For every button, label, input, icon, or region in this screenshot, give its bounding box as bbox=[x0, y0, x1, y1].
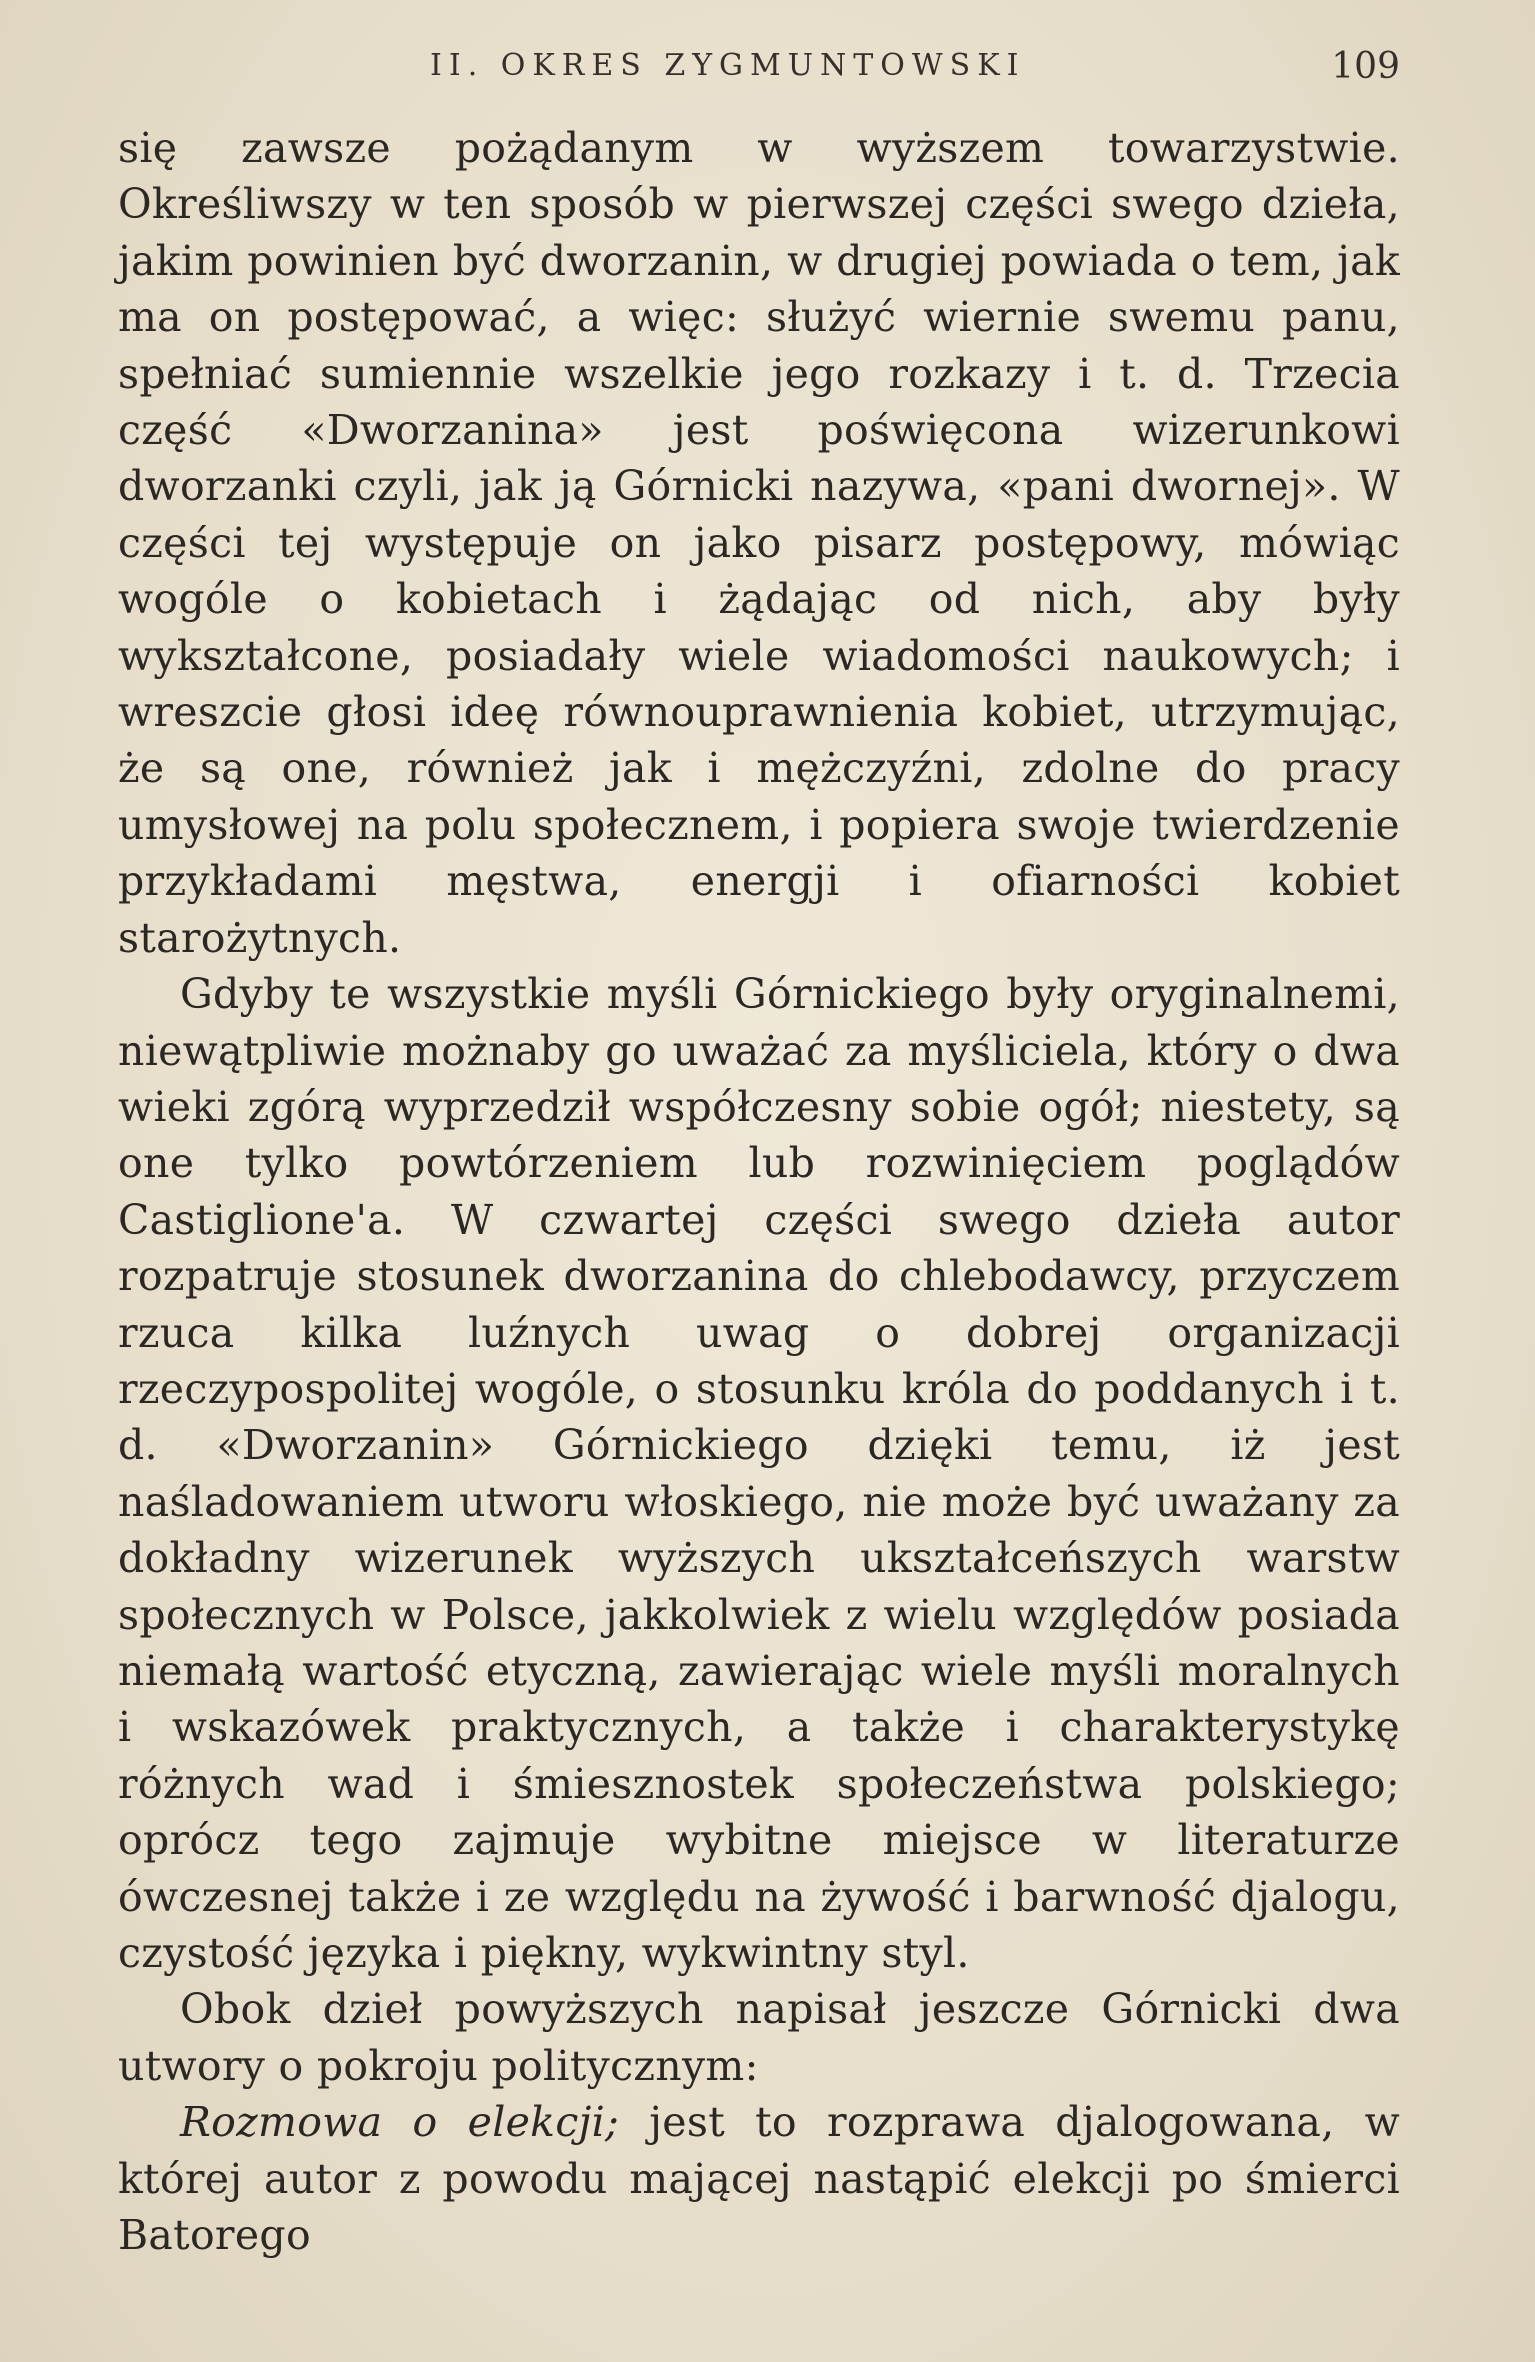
paragraph-gdyby: Gdyby te wszystkie myśli Górnickiego były oryginalnemi, niewątpliwie możnaby go uważać za myśliciela, który o dwa wieki zgórą wyprzedził współczesny sobie ogół; niestety, są one tylko powtórzeniem lub rozwinięciem poglądów Castiglione'a. W czwartej części swego dzieła autor rozpatruje stosunek dworzanina do chlebodawcy, przyczem rzuca kilka luźnych uwag o dobrej organizacji rzeczypospolitej wogóle, o stosunku króla do poddanych i t. d. «Dworzanin» Górnickiego dzięki temu, iż jest naśladowaniem utworu włoskiego, nie może być uważany za dokładny wizerunek wyższych ukształceńszych warstw społecznych w Polsce, jakkolwiek z wielu względów posiada niemałą wartość etyczną, zawierając wiele myśli moralnych i wskazówek praktycznych, a także i charakterystykę różnych wad i śmiesznostek społeczeństwa polskiego; oprócz tego zajmuje wybitne miejsce w literaturze ówczesnej także i ze względu na żywość i barwność djalogu, czystość języka i piękny, wykwintny styl. bbox=[118, 970, 1400, 1977]
running-head: II. OKRES ZYGMUNTOWSKI bbox=[430, 48, 1026, 83]
page-number: 109 bbox=[1331, 46, 1400, 87]
paragraph-rozmowa bbox=[118, 2094, 1400, 2263]
paragraph-continuation: się zawsze pożądanym w wyższem towarzystwie. Określiwszy w ten sposób w pierwszej części swego dzieła, jakim powinien być dworzanin, w drugiej powiada o tem, jak ma on postępować, a więc: służyć wiernie swemu panu, spełniać sumiennie wszelkie jego rozkazy i t. d. Trzecia część «Dworzanina» jest poświęcona wizerunkowi dworzanki czyli, jak ją Górnicki nazywa, «pani dwornej». W części tej występuje on jako pisarz postępowy, mówiąc wogóle o kobietach i żądając od nich, aby były wykształcone, posiadały wiele wiadomości naukowych; i wreszcie głosi ideę równouprawnienia kobiet, utrzymując, że są one, również jak i mężczyźni, zdolne do pracy umysłowej na polu społecznem, i popiera swoje twierdzenie przykładami męstwa, energji i ofiarności kobiet starożytnych. bbox=[118, 124, 1400, 962]
paragraph-obok: Obok dzieł powyższych napisał jeszcze Górnicki dwa utwory o pokroju politycznym: bbox=[118, 1985, 1400, 2090]
work-title-rozmowa: Rozmowa o elekcji; bbox=[180, 2098, 620, 2147]
paragraph-rozmowa-text: jest to rozprawa djalogowana, w której autor z powodu mającej nastąpić elekcji po śmierci Batorego bbox=[118, 2098, 1400, 2260]
page-header bbox=[118, 48, 1400, 88]
body-text bbox=[118, 120, 1400, 2263]
